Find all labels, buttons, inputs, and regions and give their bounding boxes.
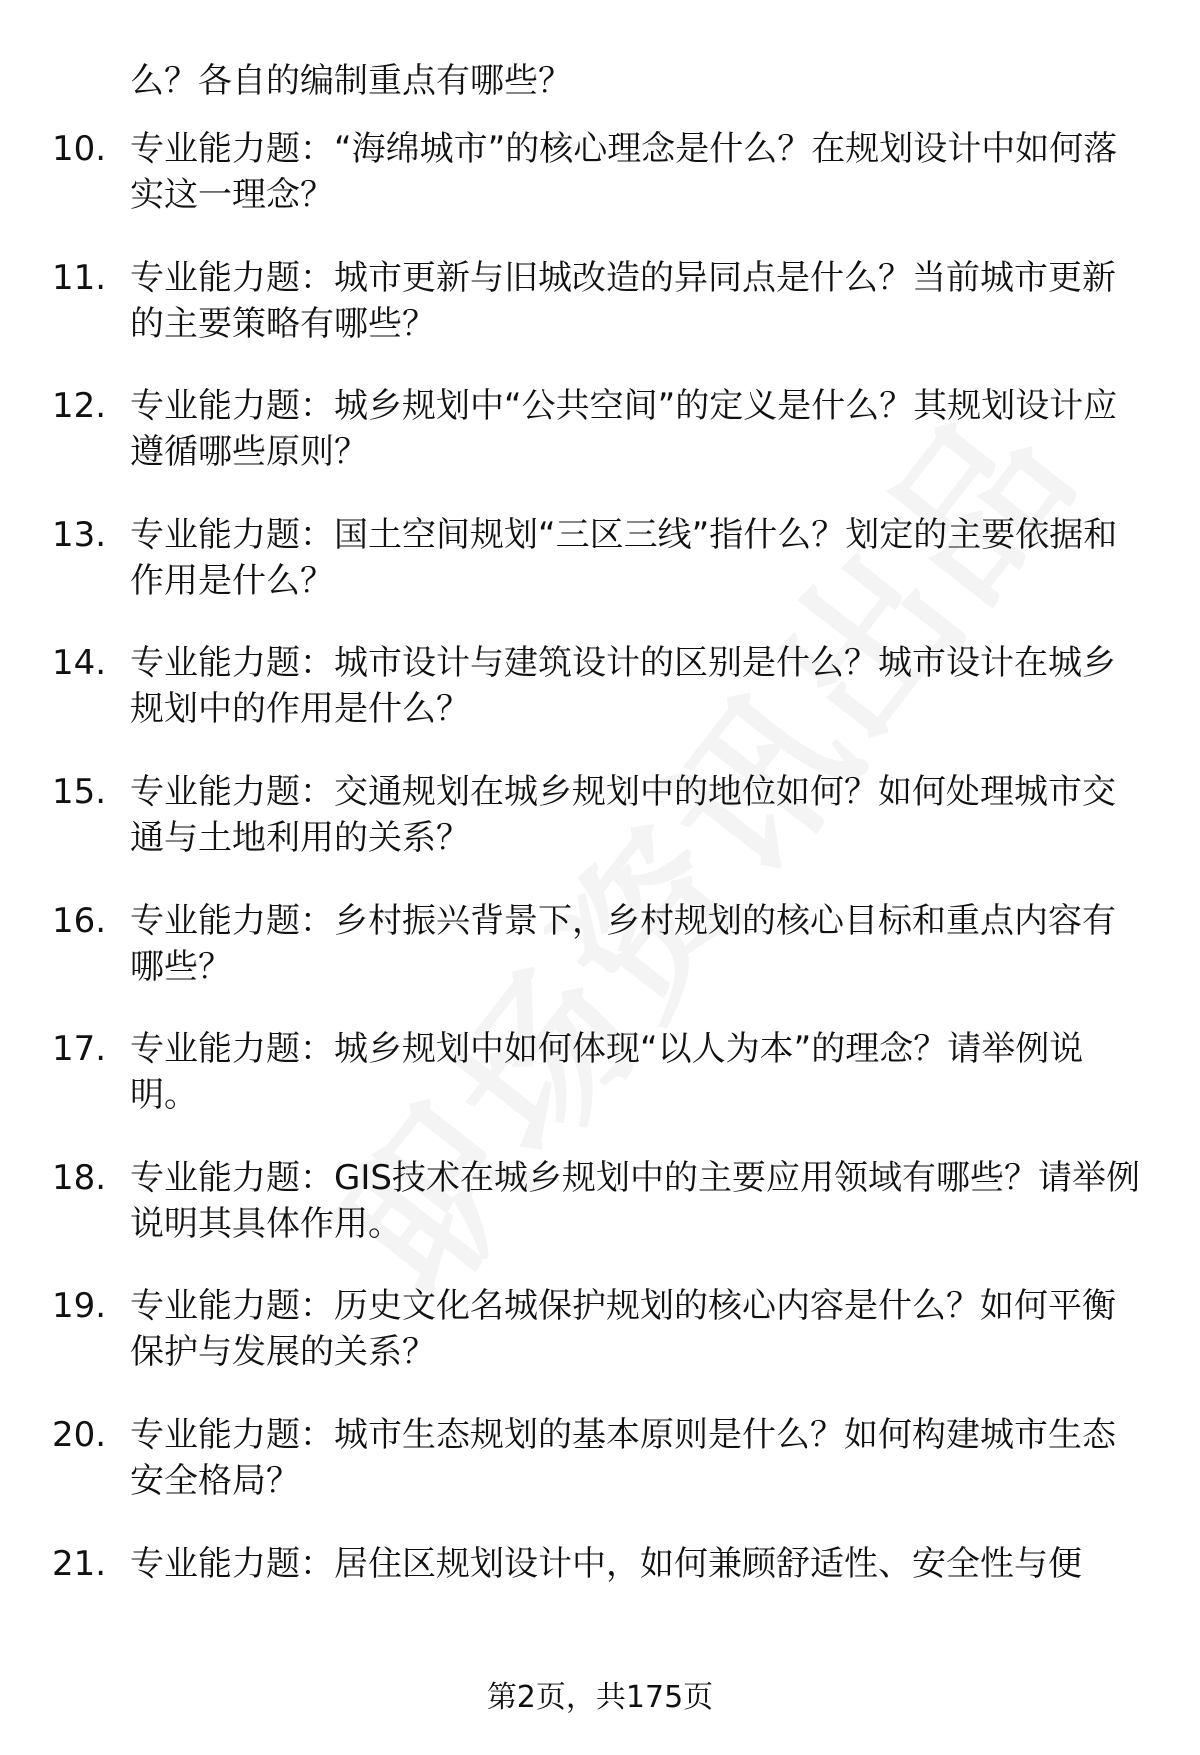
question-text: 专业能力题：交通规划在城乡规划中的地位如何？如何处理城市交通与土地利用的关系？ (130, 771, 1116, 858)
list-item (0, 1283, 1200, 1412)
question-number: 20. (52, 1414, 107, 1455)
question-number: 12. (52, 386, 107, 427)
list-item (0, 255, 1200, 384)
question-text: 专业能力题：“海绵城市”的核心理念是什么？在规划设计中如何落实这一理念？ (130, 129, 1118, 215)
question-number: 10. (52, 129, 107, 169)
question-text: 专业能力题：城乡规划中如何体现“以人为本”的理念？请举例说明。 (130, 1029, 1084, 1116)
question-number: 15. (52, 771, 107, 812)
list-item (0, 1541, 1200, 1670)
question-text: 专业能力题：城市设计与建筑设计的区别是什么？城市设计在城乡规划中的作用是什么？ (130, 643, 1116, 730)
question-number: 16. (52, 900, 107, 941)
list-item (0, 1155, 1200, 1284)
question-text: 专业能力题：乡村振兴背景下，乡村规划的核心目标和重点内容有哪些？ (130, 900, 1116, 987)
question-text: 专业能力题：城乡规划中“公共空间”的定义是什么？其规划设计应遵循哪些原则？ (130, 386, 1118, 473)
list-item (0, 769, 1200, 898)
question-text: 专业能力题：GIS技术在城乡规划中的主要应用领域有哪些？请举例说明其具体作用。 (130, 1157, 1140, 1244)
list-item (0, 383, 1200, 512)
question-number: 18. (52, 1157, 107, 1198)
question-text: 专业能力题：居住区规划设计中，如何兼顾舒适性、安全性与便 (130, 1543, 1082, 1584)
list-item (0, 126, 1200, 255)
list-item (0, 512, 1200, 641)
list-item (0, 1026, 1200, 1155)
list-item (0, 1412, 1200, 1541)
question-text: 专业能力题：历史文化名城保护规划的核心内容是什么？如何平衡保护与发展的关系？ (130, 1286, 1116, 1373)
question-number: 11. (52, 257, 107, 298)
question-text: 专业能力题：城市更新与旧城改造的异同点是什么？当前城市更新的主要策略有哪些？ (130, 257, 1116, 344)
continuation-text: 么？各自的编制重点有哪些？ (130, 61, 572, 101)
question-number: 17. (52, 1029, 107, 1070)
question-text: 专业能力题：国土空间规划“三区三线”指什么？划定的主要依据和作用是什么？ (130, 514, 1118, 601)
question-number: 21. (52, 1543, 107, 1584)
question-list (0, 126, 1200, 1669)
page-footer: 第2页，共175页 (486, 1680, 714, 1715)
question-number: 14. (52, 643, 107, 684)
question-number: 19. (52, 1286, 107, 1327)
list-item (0, 640, 1200, 769)
question-number: 13. (52, 514, 107, 555)
list-item (0, 898, 1200, 1027)
question-text: 专业能力题：城市生态规划的基本原则是什么？如何构建城市生态安全格局？ (130, 1414, 1116, 1501)
